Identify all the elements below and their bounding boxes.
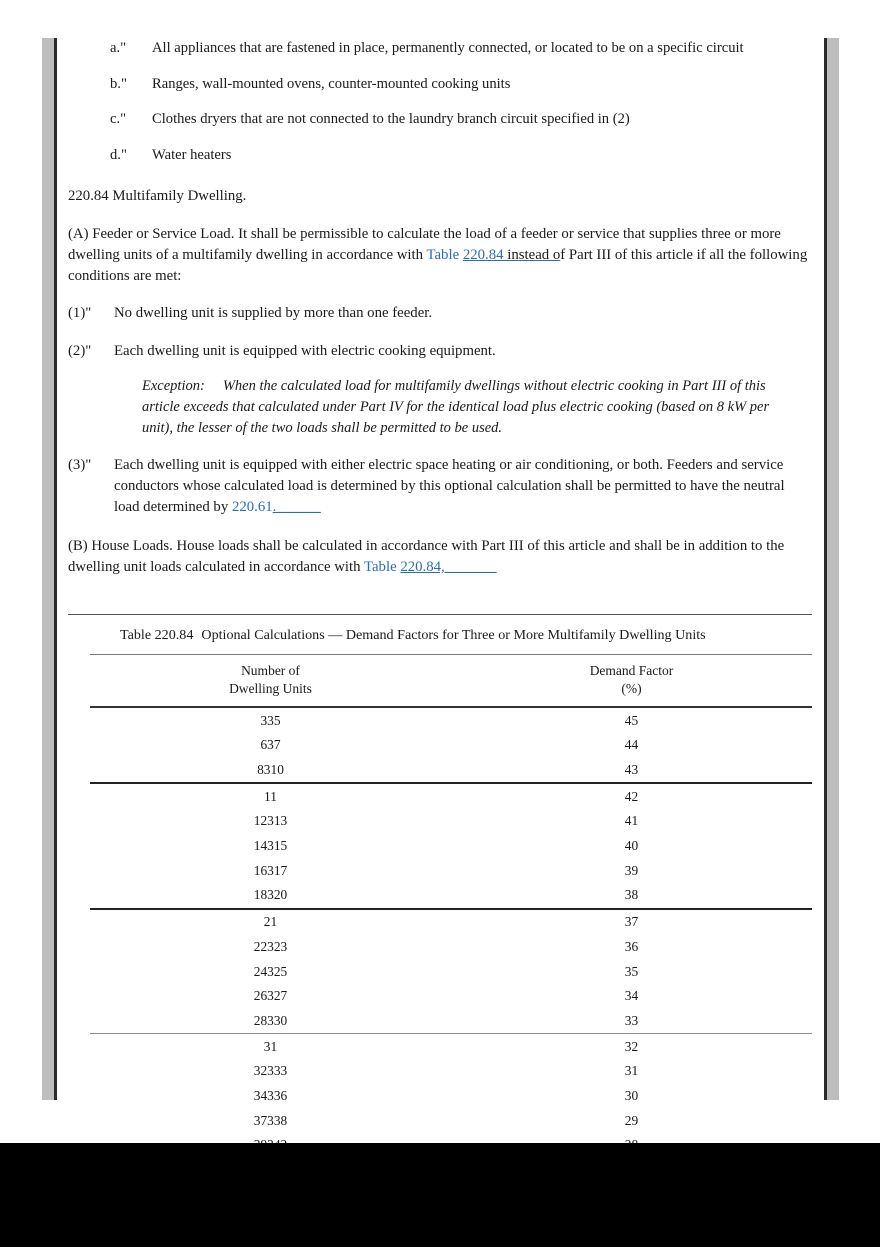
cell-demand-factor: 37: [451, 909, 812, 935]
cell-demand-factor: 32: [451, 1034, 812, 1059]
table-row: [90, 959, 812, 984]
list-item-text: Clothes dryers that are not connected to the laundry branch circuit specified in (2): [152, 111, 630, 128]
link-trailing-underline: _______: [444, 558, 497, 575]
condition-marker: (2)": [68, 342, 92, 359]
cell-demand-factor: 33: [624, 1012, 639, 1028]
cell-dwelling-units: 22323: [253, 938, 288, 954]
cell-demand-factor: 35: [624, 963, 639, 979]
cell-demand-factor: 36: [624, 938, 639, 954]
link-table-220-84[interactable]: [426, 247, 503, 263]
paragraph-house-loads: [68, 536, 812, 579]
table-group: [90, 1034, 812, 1158]
cell-dwelling-units: 12313: [253, 813, 288, 829]
cell-demand-factor: 29: [624, 1112, 639, 1128]
table-row: [90, 984, 812, 1009]
condition-text: Each dwelling unit is equipped with electric cooking equipment.: [114, 342, 496, 359]
table-group: [90, 783, 812, 908]
cell-dwelling-units: 21: [90, 909, 451, 935]
link-prefix-text: Table: [363, 558, 401, 575]
table-group: [90, 707, 812, 783]
list-item-text: Ranges, wall-mounted ovens, counter-mounted cooking units: [152, 75, 511, 92]
link-table-220-84-b[interactable]: [364, 559, 445, 575]
table-header: [90, 655, 812, 707]
link-220-61[interactable]: [232, 499, 273, 515]
table-row: [90, 834, 812, 859]
exception-block: [142, 376, 802, 439]
table-row: [90, 1108, 812, 1133]
table-group: [90, 909, 812, 1034]
appliance-sub-list: [68, 38, 812, 166]
table-caption-label: Table 220.84: [120, 627, 194, 644]
cell-dwelling-units: 637: [260, 737, 281, 753]
table-row: [90, 758, 812, 784]
cell-dwelling-units: 18320: [253, 887, 288, 903]
table-row: [90, 809, 812, 834]
condition-text: No dwelling unit is supplied by more than one feeder.: [114, 305, 433, 322]
table-row: [90, 883, 812, 909]
link-text: 220.61: [231, 499, 273, 516]
cell-dwelling-units: 34336: [253, 1087, 288, 1103]
column-header-line2: (%): [621, 680, 642, 696]
paragraph-tail-text: f Part III of this article if all the following conditions are met:: [68, 246, 808, 285]
link-trailing-underline: .______: [272, 499, 321, 516]
list-item-marker: d.": [110, 147, 127, 164]
cell-demand-factor: 40: [624, 838, 639, 854]
table-row: [90, 707, 812, 733]
cell-demand-factor: 44: [624, 737, 639, 753]
exception-text: When the calculated load for multifamily dwellings without electric cooking in Part III of this article exceeds that calculated under Part IV for the identical load plus electric cooking (based on 8 kW per unit), the lesser of the two loads shall be permitted to be used.: [142, 378, 770, 436]
condition-item: [68, 341, 812, 362]
cell-dwelling-units: 24325: [253, 963, 288, 979]
table-caption: [68, 615, 812, 654]
condition-text: Each dwelling unit is equipped with either electric space heating or air conditioning, or both. Feeders and service conductors whose calculated load is determined by this optional calculation shall be permitted to have the neutral load determined by: [114, 456, 785, 516]
column-header-line1: Demand Factor: [589, 663, 674, 679]
cell-dwelling-units: 28330: [253, 1012, 288, 1028]
page-gutter-right: [824, 38, 839, 1100]
condition-marker: (3)": [68, 456, 92, 473]
column-header-demand-factor: [451, 655, 812, 707]
cell-dwelling-units: 26327: [253, 988, 288, 1004]
demand-factor-table: [90, 654, 812, 1208]
cell-demand-factor: 30: [624, 1087, 639, 1103]
page-gutter-left: [42, 38, 57, 1100]
table-row: [90, 1009, 812, 1034]
cell-demand-factor: 34: [624, 988, 639, 1004]
link-prefix-text: Table: [426, 246, 463, 263]
column-header-line2: Dwelling Units: [229, 680, 312, 696]
bottom-black-band: [0, 1143, 880, 1247]
condition-item: [68, 455, 812, 519]
table-caption-text: Optional Calculations — Demand Factors for Three or More Multifamily Dwelling Units: [201, 627, 706, 644]
paragraph-lead-text: (B) House Loads. House loads shall be calculated in accordance with Part III of this article and shall be in addition to the dwelling unit loads calculated in accordance with: [68, 537, 785, 575]
section-heading: 220.84 Multifamily Dwelling.: [68, 187, 247, 204]
table-row: [90, 1059, 812, 1084]
condition-marker: (1)": [68, 305, 92, 322]
column-header-line1: Number of: [241, 663, 300, 679]
list-item: [68, 38, 812, 59]
table-row: [90, 934, 812, 959]
cell-dwelling-units: 37338: [253, 1112, 288, 1128]
table-header-row: [90, 655, 812, 707]
cell-demand-factor: 43: [624, 762, 639, 778]
list-item-marker: a.": [110, 40, 127, 56]
paragraph-feeder-service-load: [68, 224, 812, 288]
list-item-text: Water heaters: [152, 147, 232, 164]
cell-dwelling-units: 335: [260, 712, 281, 728]
cell-dwelling-units: 11: [90, 783, 451, 809]
table-row: [90, 858, 812, 883]
cell-dwelling-units: 31: [90, 1034, 451, 1059]
list-item: [68, 74, 812, 95]
list-item: [68, 145, 812, 166]
cell-demand-factor: 39: [624, 862, 639, 878]
table-row: [90, 783, 812, 809]
list-item-text: All appliances that are fastened in place, permanently connected, or located to be on a specific circuit: [152, 40, 744, 56]
cell-dwelling-units: 16317: [253, 862, 288, 878]
cell-demand-factor: 31: [624, 1063, 639, 1079]
demand-factor-table-wrap: [68, 614, 812, 1208]
cell-demand-factor: 41: [624, 813, 639, 829]
table-row: [90, 1034, 812, 1059]
cell-demand-factor: 45: [624, 712, 639, 728]
list-item: [68, 109, 812, 130]
cell-demand-factor: 38: [624, 887, 639, 903]
document-body: [68, 38, 812, 1208]
cell-dwelling-units: 8310: [257, 762, 284, 778]
underlined-trailing-text: instead o: [503, 246, 561, 263]
cell-dwelling-units: 32333: [253, 1063, 288, 1079]
exception-label: Exception:: [142, 378, 205, 395]
table-row: [90, 909, 812, 935]
list-item-marker: b.": [110, 75, 127, 92]
link-underlined-text: 220.84,: [400, 558, 445, 575]
condition-item: [68, 303, 812, 324]
paragraph-lead-text: (A) Feeder or Service Load. It shall be permissible to calculate the load of a feeder or service that supplies three or more dwelling units of a multifamily dwelling in accordance with: [68, 225, 781, 263]
table-row: [90, 1084, 812, 1109]
link-underlined-text: 220.84: [462, 246, 504, 263]
table-row: [90, 733, 812, 758]
column-header-dwelling-units: [90, 655, 451, 707]
list-item-marker: c.": [110, 111, 127, 128]
cell-demand-factor: 42: [451, 783, 812, 809]
cell-dwelling-units: 14315: [253, 838, 288, 854]
